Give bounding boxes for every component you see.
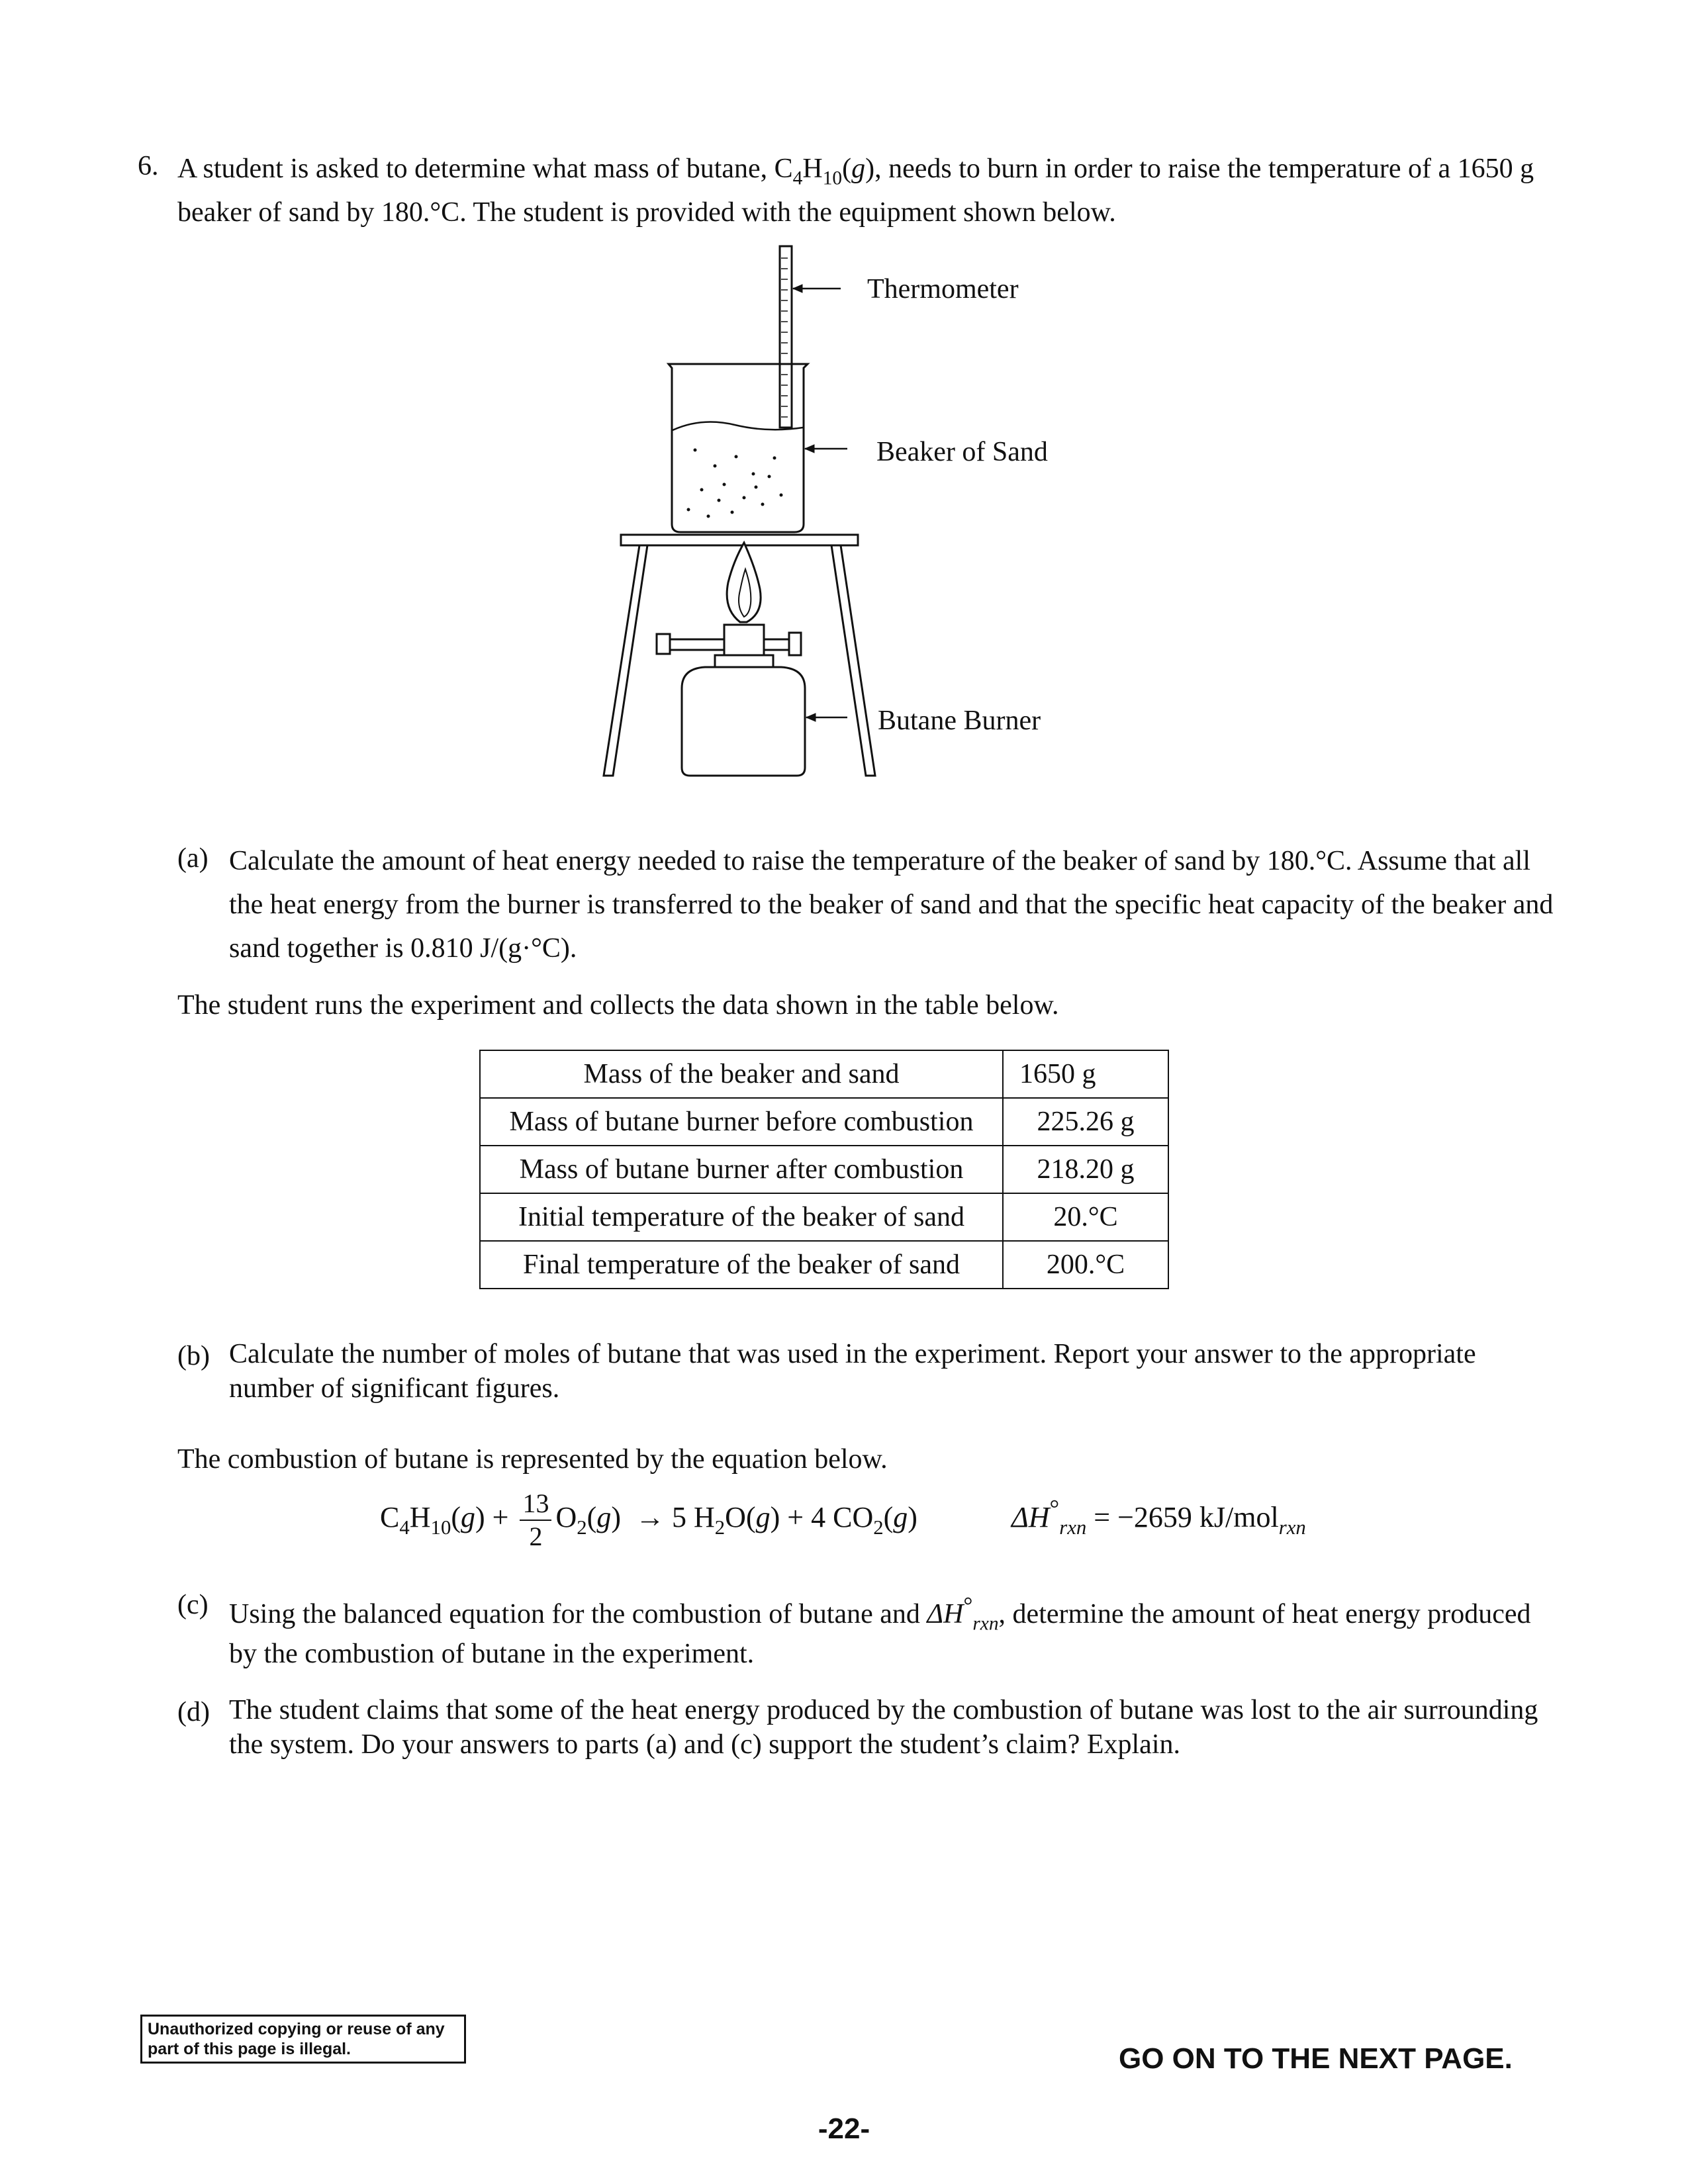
tripod-leg-left [604, 545, 647, 776]
burner-label: Butane Burner [878, 705, 1041, 736]
part-a-label: (a) [177, 843, 209, 874]
table-intro: The student runs the experiment and collects the data shown in the table below. [177, 990, 1059, 1021]
table-row [480, 1050, 1168, 1098]
table-row [480, 1146, 1168, 1193]
copyright-notice: Unauthorized copying or reuse of any part of this page is illegal. [140, 2015, 466, 2064]
table-cell-value: 225.26 g [1003, 1098, 1168, 1146]
part-a-text: Calculate the amount of heat energy needed to raise the temperature of the beaker of sand by 180.°C. Assume that all the heat energy from the burner is transferred to the beaker of sand and that the specific heat capacity of the beaker and sand together is 0.810 J/(g·°C). [229, 846, 1554, 964]
table-cell-label: Mass of the beaker and sand [480, 1050, 1003, 1098]
equation-intro: The combustion of butane is represented by the equation below. [177, 1444, 888, 1475]
fraction: $\frac{13}{2}$ [520, 1490, 551, 1550]
thermometer-label: Thermometer [867, 274, 1019, 304]
table-row [480, 1241, 1168, 1289]
part-d-label: (d) [177, 1697, 210, 1727]
part-c-label: (c) [177, 1590, 209, 1620]
enthalpy-term: $\Delta H^\circ_{rxn}$ [1011, 1494, 1087, 1539]
table-row [480, 1098, 1168, 1146]
table-cell-value: 1650 g [1003, 1050, 1168, 1098]
table-cell-value: 218.20 g [1003, 1146, 1168, 1193]
next-page-notice: GO ON TO THE NEXT PAGE. [1119, 2042, 1513, 2075]
table-cell-label: Initial temperature of the beaker of sand [480, 1193, 1003, 1241]
tripod-leg-right [831, 545, 875, 776]
apparatus-diagram [583, 238, 1086, 781]
table-cell-label: Mass of butane burner before combustion [480, 1098, 1003, 1146]
table-cell-label: Mass of butane burner after combustion [480, 1146, 1003, 1193]
part-b-text: Calculate the number of moles of butane that was used in the experiment. Report your answer to the appropriate number of significant figures. [229, 1339, 1476, 1404]
tripod-top [621, 535, 858, 545]
question-text: A student is asked to determine what mass of butane, $C_4H_{10}(g)$, needs to burn in order to raise the temperature of a 1650 g beaker of sand by 180.°C. The student is provided with the equipment shown below. [177, 154, 1534, 228]
reaction-arrow: → [635, 1501, 665, 1534]
table-cell-value: 200.°C [1003, 1241, 1168, 1289]
table-cell-label: Final temperature of the beaker of sand [480, 1241, 1003, 1289]
beaker-label: Beaker of Sand [876, 437, 1048, 467]
table-cell-value: 20.°C [1003, 1193, 1168, 1241]
apparatus-drawing [583, 238, 1086, 781]
burner-nozzle [724, 625, 764, 655]
flame [727, 543, 761, 622]
butane-canister [682, 667, 805, 776]
combustion-equation: $C_4H_{10}(g)$ + $\frac{13}{2}$ $O_2(g) \to 5$ $H_2O(g) + 4$ $CO_2(g) \Delta H^\circ_{rxn} = -2659$ kJ/mol$_{rxn}$ [380, 1488, 1306, 1551]
data-table [479, 1050, 1169, 1289]
page-number: -22- [818, 2113, 870, 2145]
part-d-text: The student claims that some of the heat energy produced by the combustion of butane was lost to the air surrounding the system. Do your answers to parts (a) and (c) support the student’s claim? Explain. [229, 1695, 1538, 1760]
thermometer [780, 246, 792, 428]
part-c-text: Using the balanced equation for the combustion of butane and $\Delta H^\circ_{rxn}$, determine the amount of heat energy produced by the combustion of butane in the experiment. [229, 1592, 1531, 1669]
table-row [480, 1193, 1168, 1241]
question-number: 6. [138, 151, 159, 181]
part-b-label: (b) [177, 1341, 210, 1371]
